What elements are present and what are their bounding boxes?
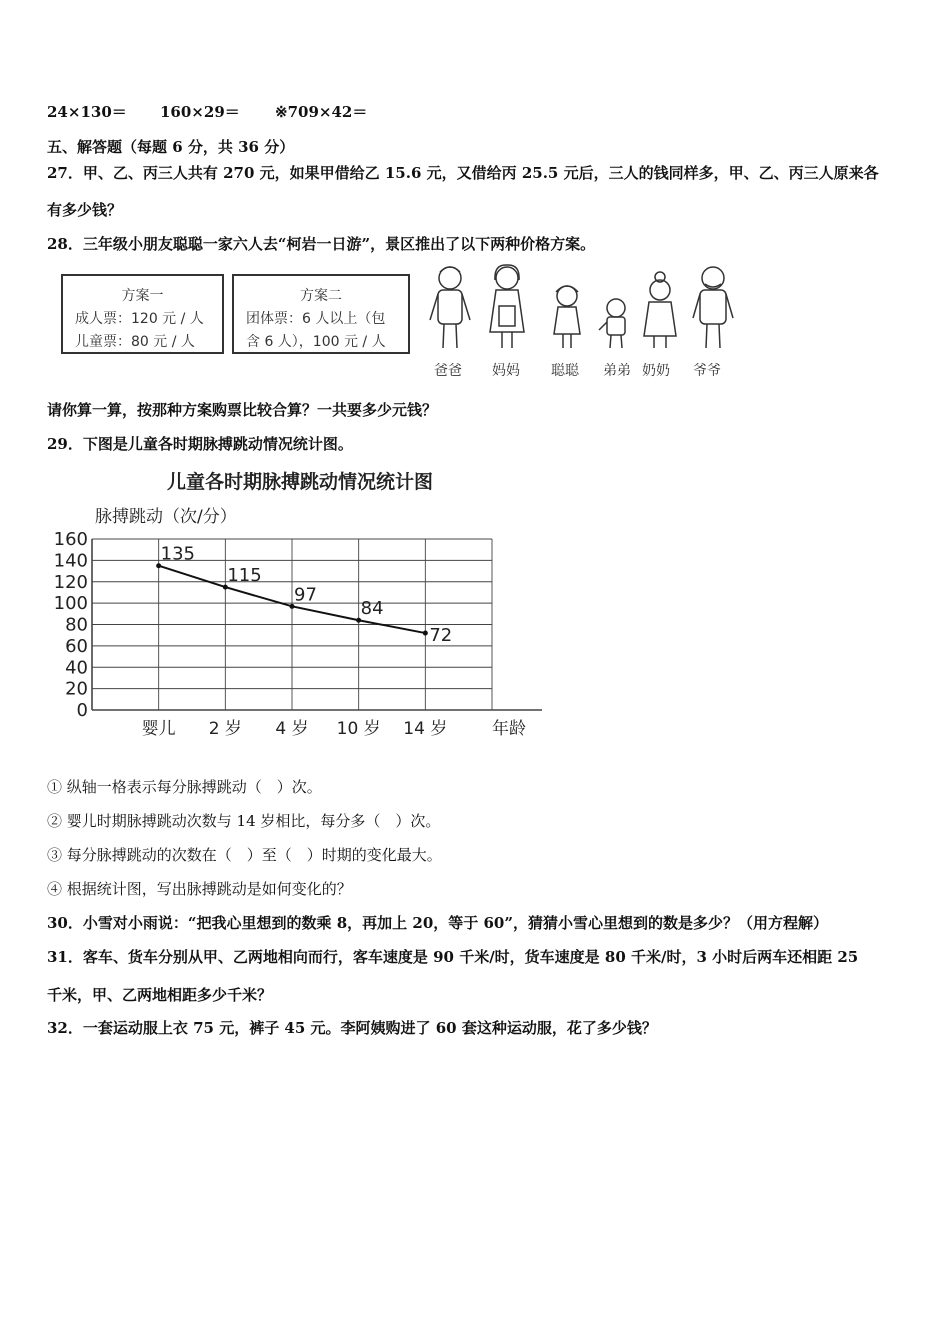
pulse-line-chart [40, 466, 560, 751]
q29-sub-2: ② 婴儿时期脉搏跳动次数与 14 岁相比，每分多（ ）次。 [47, 812, 441, 830]
chart-y-axis-label: 脉搏跳动（次/分） [95, 507, 237, 527]
chart-data-label: 115 [227, 565, 262, 587]
family-label-grandma: 奶奶 [642, 363, 670, 379]
q29-text: 29．下图是儿童各时期脉搏跳动情况统计图。 [47, 435, 353, 453]
chart-x-axis-label: 年龄 [492, 719, 526, 739]
grandma-figure-icon [637, 262, 683, 354]
congcong-figure-icon [545, 262, 589, 354]
chart-y-tick-label: 140 [53, 550, 88, 572]
chart-x-tick-label: 10 岁 [336, 719, 381, 739]
mom-figure-icon [482, 262, 532, 354]
plan-two-box [232, 274, 410, 354]
chart-title: 儿童各时期脉搏跳动情况统计图 [166, 471, 434, 493]
q29-sub-4: ④ 根据统计图，写出脉搏跳动是如何变化的？ [47, 880, 352, 898]
chart-x-tick-label: 14 岁 [403, 719, 448, 739]
q31-line-1: 31．客车、货车分别从甲、乙两地相向而行，客车速度是 90 千米/时，货车速度是 80 千米/时，3 小时后两车还相距 25 [47, 948, 859, 966]
family-label-mom: 妈妈 [492, 363, 520, 379]
section-title: 五、解答题（每题 6 分，共 36 分） [47, 138, 295, 156]
dad-figure-icon [425, 262, 475, 354]
family-label-grandpa: 爷爷 [693, 363, 721, 379]
chart-y-tick-label: 160 [53, 529, 88, 550]
chart-x-tick-label: 4 岁 [275, 719, 309, 739]
plan-one-child: 儿童票：80 元 / 人 [75, 334, 195, 350]
chart-data-label: 97 [294, 584, 317, 606]
calc-item-2: 160×29＝ [160, 103, 240, 121]
q27-line-2: 有多少钱？ [47, 201, 123, 219]
chart-x-tick-label: 2 岁 [208, 719, 242, 739]
chart-data-label: 135 [160, 543, 196, 565]
q30-text: 30．小雪对小雨说：“把我心里想到的数乘 8，再加上 20，等于 60”，猜猜小雪心里想到的数是多少？（用方程解） [47, 914, 828, 932]
q27-line-1: 27．甲、乙、丙三人共有 270 元，如果甲借给乙 15.6 元，又借给丙 25.5 元后，三人的钱同样多，甲、乙、丙三人原来各 [47, 164, 879, 182]
chart-x-tick-label: 婴儿 [141, 719, 176, 739]
chart-data-label: 72 [429, 625, 453, 647]
calc-item-3: ※709×42＝ [275, 103, 368, 121]
didi-figure-icon [596, 262, 636, 354]
chart-data-label: 84 [360, 598, 384, 620]
grandpa-figure-icon [688, 262, 738, 354]
chart-y-tick-label: 40 [65, 657, 88, 679]
chart-y-tick-label: 60 [65, 635, 88, 657]
plan-two-title: 方案二 [300, 288, 342, 304]
q32-text: 32．一套运动服上衣 75 元，裤子 45 元。李阿姨购进了 60 套这种运动服，花了多少钱？ [47, 1019, 657, 1037]
family-label-dad: 爸爸 [434, 363, 462, 379]
chart-y-tick-label: 0 [76, 700, 88, 721]
chart-y-tick-label: 20 [65, 678, 88, 700]
family-label-didi: 弟弟 [603, 363, 631, 379]
q28-text: 28．三年级小朋友聪聪一家六人去“柯岩一日游”，景区推出了以下两种价格方案。 [47, 235, 596, 253]
q31-line-2: 千米，甲、乙两地相距多少千米？ [47, 986, 273, 1004]
chart-data-point [423, 631, 428, 636]
q29-sub-3: ③ 每分脉搏跳动的次数在（ ）至（ ）时期的变化最大。 [47, 846, 442, 864]
plan-one-adult: 成人票：120 元 / 人 [75, 311, 204, 327]
chart-y-tick-label: 100 [53, 593, 88, 615]
plan-two-row-2: 含 6 人），100 元 / 人 [246, 334, 386, 350]
plan-two-row-1: 团体票：6 人以上（包 [246, 311, 386, 327]
calc-item-1: 24×130＝ [47, 103, 127, 121]
family-label-congcong: 聪聪 [551, 363, 579, 379]
chart-y-tick-label: 120 [53, 571, 88, 593]
plan-one-title: 方案一 [121, 288, 164, 304]
q28-question: 请你算一算，按那种方案购票比较合算？一共要多少元钱？ [47, 401, 438, 419]
chart-y-tick-label: 80 [65, 614, 88, 636]
plan-one-box [61, 274, 224, 354]
q29-sub-1: ① 纵轴一格表示每分脉搏跳动（ ）次。 [47, 778, 322, 796]
